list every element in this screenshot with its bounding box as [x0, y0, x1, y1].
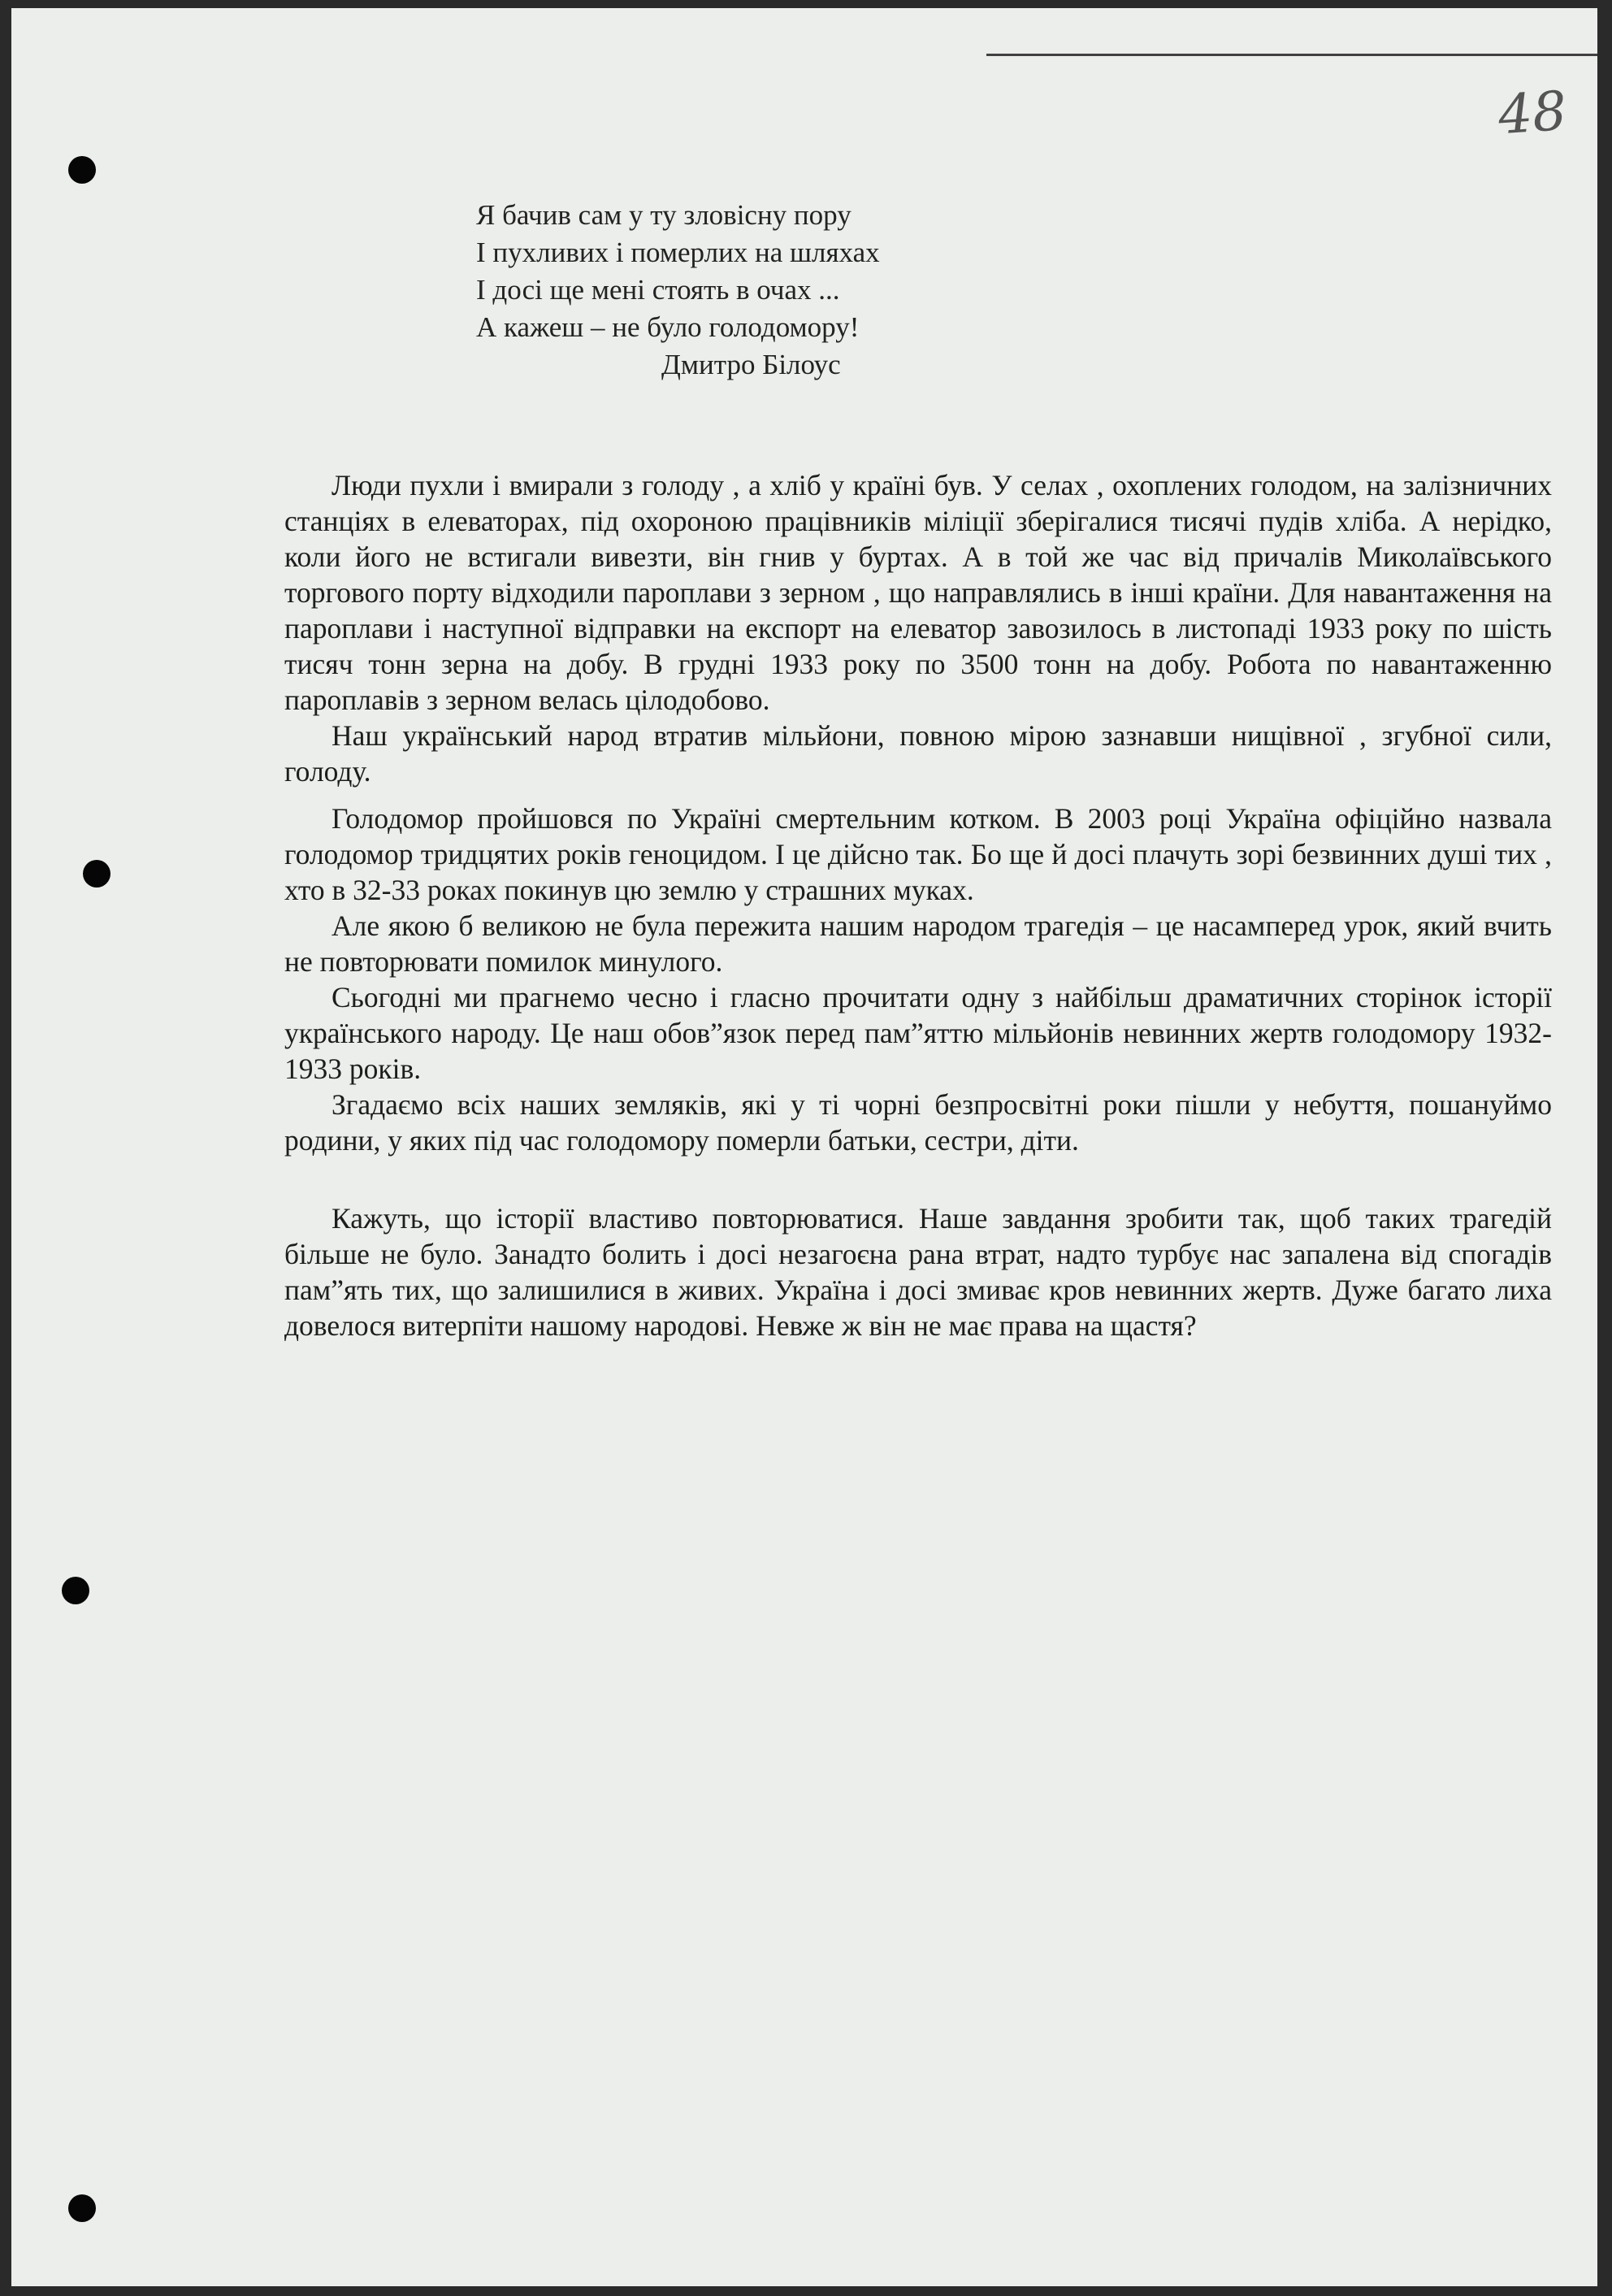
- paragraph-remembrance: Згадаємо всіх наших земляків, які у ті чорні безпросвітні роки пішли у небуття, пошануймо родини, у яких під час голодомору померли батьки, сестри, діти.: [284, 1088, 1552, 1157]
- punch-hole-bottom: [68, 2194, 96, 2222]
- paragraph-millions-lost: Наш український народ втратив мільйони, повною мірою зазнавши нищівної , згубної сили, голоду.: [284, 719, 1552, 788]
- punch-hole-lower-middle: [62, 1577, 89, 1604]
- poem-line: І досі ще мені стоять в очах ...: [476, 274, 840, 306]
- paragraph-history-duty: Сьогодні ми прагнемо чесно і гласно прочитати одну з найбільш драматичних сторінок історії українського народу. Це наш обов”язок перед пам”яттю мільйонів невинних жертв голодомору 1932-1933 років.: [284, 981, 1552, 1085]
- poem-line: Я бачив сам у ту зловісну пору: [476, 199, 852, 231]
- paragraph-genocide-recognition: Голодомор пройшовся по Україні смертельним котком. В 2003 році Україна офіційно назвала голодомор тридцятих років геноцидом. І це дійсно так. Бо ще й досі плачуть зорі безвинних душі тих , хто в 32-33 роках покинув цю землю у страшних муках.: [284, 802, 1552, 906]
- punch-hole-top: [68, 156, 96, 184]
- punch-hole-upper-middle: [83, 860, 110, 888]
- paragraph-history-repeats: Кажуть, що історії властиво повторюватися. Наше завдання зробити так, щоб таких трагедій більше не було. Занадто болить і досі незагоєна рана втрат, надто турбує нас запалена від спогадів пам”ять тих, що залишилися в живих. Україна і досі змиває кров невинних жертв. Дуже багато лиха довелося витерпіти нашому народові. Невже ж він не має права на щастя?: [284, 1202, 1552, 1342]
- document-page: [11, 8, 1597, 2286]
- poem-line: А кажеш – не було голодомору!: [476, 311, 860, 343]
- epigraph-poem: [476, 197, 1045, 384]
- poem-author: Дмитро Білоус: [661, 349, 841, 380]
- body-text: [284, 467, 1552, 1343]
- top-rule-line: [986, 54, 1597, 56]
- page-number: 48: [1496, 79, 1569, 147]
- paragraph-lesson: Але якою б великою не була пережита нашим народом трагедія – це насамперед урок, який вчить не повторювати помилок минулого.: [284, 909, 1552, 978]
- poem-line: І пухливих і померлих на шляхах: [476, 237, 880, 268]
- paragraph-bread-exports: Люди пухли і вмирали з голоду , а хліб у країні був. У селах , охоплених голодом, на залізничних станціях в елеваторах, під охороною працівників міліції зберігалися тисячі пудів хліба. А нерідко, коли його не встигали вивезти, він гнив у буртах. А в той же час від причалів Миколаївського торгового порту відходили пароплави з зерном , що направлялись в інші країни. Для навантаження на пароплави і наступної відправки на експорт на елеватор завозилось в листопаді 1933 року по шість тисяч тонн зерна на добу. В грудні 1933 року по 3500 тонн на добу. Робота по навантаженню пароплавів з зерном велась цілодобово.: [284, 469, 1552, 716]
